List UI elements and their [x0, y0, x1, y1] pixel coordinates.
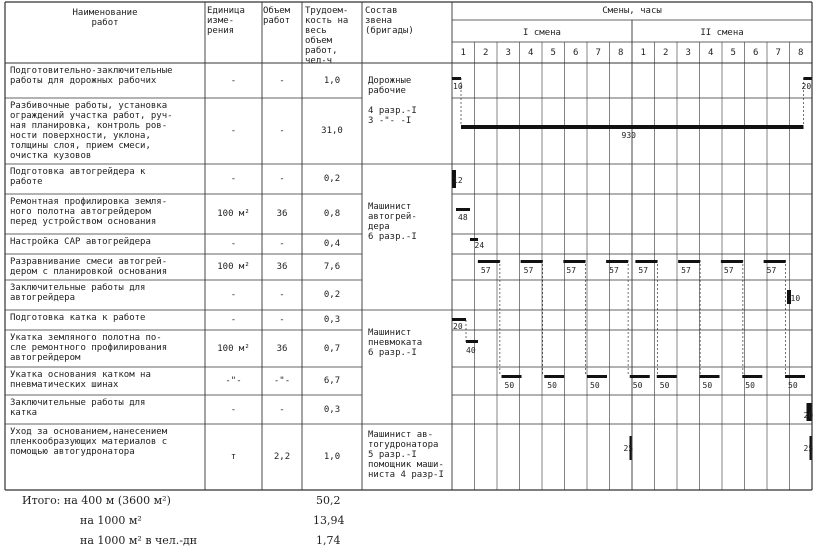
bar-spreading [521, 260, 543, 263]
work-labor: 31,0 [321, 126, 343, 136]
bar-label: 57 [638, 266, 649, 275]
header-shifts: Смены, часы [602, 6, 662, 16]
bar-label: 50 [547, 381, 557, 390]
bar-roller-subgrade [466, 340, 478, 343]
header-hour: 3 [505, 48, 511, 58]
header-hour: 1 [640, 48, 646, 58]
work-name: Подготовительно-заключительные работы для дорожных рабочих [10, 66, 173, 86]
header-hour: 6 [753, 48, 759, 58]
work-unit: 100 м² [217, 343, 250, 354]
work-labor: 0,8 [323, 209, 341, 219]
bar-label: 57 [766, 266, 777, 275]
bar-grader-profile [456, 208, 470, 211]
crew-grader-operator: Машинист автогрей- дера 6 разр.-I [368, 202, 417, 242]
bar-roller-base [700, 375, 720, 378]
bar-label: 20 [801, 82, 812, 91]
work-labor: 0,4 [323, 239, 341, 249]
bar-label: 10 [790, 294, 801, 303]
bar-label: 48 [458, 213, 468, 222]
work-volume: - [279, 174, 285, 184]
bar-label: 20 [803, 411, 814, 420]
work-unit: - [230, 290, 237, 300]
work-labor: 1,0 [323, 452, 341, 462]
bar-prep-road-workers [452, 77, 461, 80]
work-volume: -"- [273, 376, 291, 386]
work-volume: 2,2 [273, 452, 291, 462]
totals-value: 13,94 [313, 514, 345, 527]
work-unit: - [230, 315, 237, 325]
header-hour: 6 [573, 48, 579, 58]
work-labor: 0,2 [323, 290, 341, 300]
bar-spreading [764, 260, 786, 263]
work-name: Уход за основанием,нанесением пленкообразующих материалов с помощью автогудронатора [10, 427, 168, 457]
work-name: Заключительные работы для автогрейдера [10, 283, 146, 303]
work-volume: - [279, 239, 285, 249]
work-name: Укатка земляного полотна по- сле ремонтного профилирования автогрейдером [10, 333, 168, 363]
bar-label: 57 [609, 266, 619, 275]
header-unit: Единица изме- рения [207, 6, 245, 36]
work-labor: 0,3 [323, 315, 341, 325]
work-labor: 0,7 [323, 343, 341, 354]
work-labor: 7,6 [323, 262, 341, 272]
work-unit: 100 м² [217, 209, 250, 219]
header-hour: 2 [483, 48, 489, 58]
header-shift-2: II смена [700, 28, 744, 38]
bar-final-road-workers [804, 77, 812, 80]
bar-label: 12 [453, 176, 463, 185]
bar-roller-base [587, 375, 607, 378]
header-hour: 2 [663, 48, 669, 58]
header-hour: 7 [595, 48, 601, 58]
work-name: Разбивочные работы, установка ограждений участка работ, руч- ная планировка, контроль ров- ности поверхности, уклона, толщины слоя, прием смеси, очистка кузовов [10, 101, 173, 161]
bar-spreading [478, 260, 500, 263]
bar-label: 57 [566, 266, 577, 275]
bar-spreading [606, 260, 628, 263]
bar-label: 57 [723, 266, 734, 275]
bar-spreading [635, 260, 657, 263]
work-labor: 1,0 [323, 75, 341, 86]
bar-label: 50 [632, 381, 643, 390]
bar-spreading [563, 260, 585, 263]
totals-label: на 1000 м² [80, 514, 142, 527]
bar-label: 50 [590, 381, 600, 390]
work-volume: - [279, 404, 285, 415]
bar-roller-base [785, 375, 805, 378]
bar-label: 24 [474, 241, 485, 250]
bar-label: 57 [681, 266, 691, 275]
work-labor: 0,3 [323, 404, 341, 415]
work-volume: - [279, 315, 285, 325]
crew-distributor-operator: Машинист ав- тогудронатора 5 разр.-I помощник маши- ниста 4 разр-I [368, 430, 444, 480]
bar-label: 50 [659, 381, 670, 390]
work-volume: 36 [276, 343, 288, 354]
bar-roller-base [544, 375, 564, 378]
bar-spreading [678, 260, 700, 263]
bar-roller-base [502, 375, 522, 378]
header-hour: 1 [460, 48, 466, 58]
bar-label: 50 [504, 381, 515, 390]
header-name: Наименование работ [72, 8, 138, 28]
work-unit: - [230, 239, 237, 249]
bar-label: 57 [480, 266, 491, 275]
work-unit: - [230, 126, 237, 136]
work-unit: - [230, 75, 237, 86]
work-labor: 6,7 [323, 376, 341, 386]
header-volume: Объем работ [263, 6, 291, 26]
work-unit: -"- [225, 376, 242, 386]
work-name: Подготовка автогрейдера к работе [10, 167, 146, 187]
work-name: Ремонтная профилировка земля- ного полотна автогрейдером перед устройством основания [10, 197, 168, 227]
header-hour: 7 [775, 48, 781, 58]
totals-value: 50,2 [316, 494, 341, 507]
bar-label: 10 [453, 82, 463, 91]
work-name: Подготовка катка к работе [10, 313, 146, 323]
header-hour: 4 [528, 48, 534, 58]
bar-label: 930 [621, 131, 636, 140]
bar-layout-works [461, 125, 804, 129]
bar-roller-base [742, 375, 762, 378]
bar-label: 25 [623, 444, 634, 453]
header-hour: 3 [685, 48, 691, 58]
header-hour: 4 [708, 48, 714, 58]
bar-label: 50 [745, 381, 755, 390]
work-unit: т [230, 452, 237, 462]
header-crew: Состав звена (бригады) [365, 6, 414, 36]
totals-label: на 1000 м² в чел.-дн [80, 534, 198, 547]
work-labor: 0,2 [323, 174, 341, 184]
work-name: Разравнивание смеси автогрей- дером с планировкой основания [10, 257, 168, 277]
crew-roller-operator: Машинист пневмоката 6 разр.-I [368, 328, 423, 358]
header-labor: Трудоем- кость на весь объем работ, чел-ч [305, 6, 349, 66]
crew-road-workers: Дорожные рабочие 4 разр.-I 3 -"- -I [368, 76, 417, 126]
work-unit: - [230, 174, 237, 184]
header-hour: 5 [730, 48, 736, 58]
work-volume: - [279, 75, 285, 86]
totals-value: 1,74 [316, 534, 341, 547]
header-hour: 5 [550, 48, 556, 58]
bar-roller-prep [452, 318, 466, 321]
work-name: Укатка основания катком на пневматических шинах [10, 370, 151, 390]
work-unit: - [230, 404, 237, 415]
bar-spreading [721, 260, 743, 263]
bar-roller-base [630, 375, 650, 378]
bar-label: 20 [453, 322, 463, 331]
header-hour: 8 [798, 48, 804, 58]
header-hour: 8 [618, 48, 624, 58]
work-unit: 100 м² [217, 262, 250, 272]
work-volume: 36 [276, 262, 288, 272]
bar-roller-base [657, 375, 677, 378]
work-volume: 36 [276, 209, 288, 219]
totals-label: Итого: на 400 м (3600 м²) [22, 494, 171, 507]
bar-label: 25 [803, 444, 814, 453]
work-name: Настройка САР автогрейдера [10, 237, 151, 247]
work-name: Заключительные работы для катка [10, 398, 146, 418]
header-shift-1: I смена [523, 28, 561, 38]
work-volume: - [279, 290, 285, 300]
bar-label: 40 [466, 346, 476, 355]
work-volume: - [279, 126, 285, 136]
bar-label: 50 [788, 381, 798, 390]
bar-label: 50 [702, 381, 713, 390]
bar-label: 57 [523, 266, 534, 275]
